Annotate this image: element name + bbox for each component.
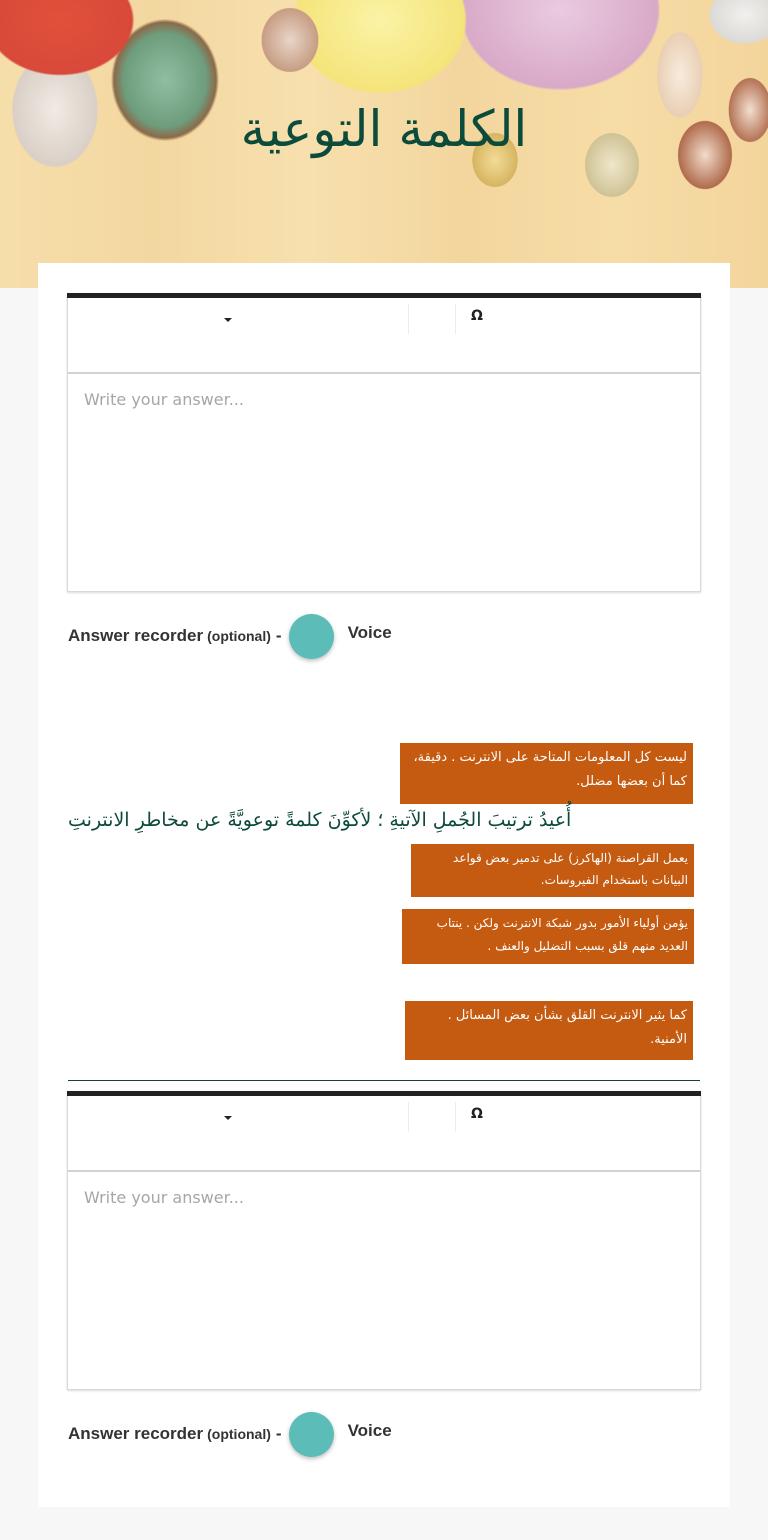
special-character-button[interactable]: Ω (471, 1106, 483, 1122)
rich-text-editor-1 (67, 293, 701, 592)
page-title: الكلمة التوعية (240, 100, 528, 158)
sentence-chip[interactable] (402, 909, 694, 964)
editor-toolbar (68, 1096, 700, 1172)
editor-toolbar (68, 298, 700, 374)
chip-text: يعمل القراصنة (الهاكرز) على تدمير بعض قواعد البيانات باستخدام الفيروسات. (453, 851, 688, 887)
instruction-text: أُعيدُ ترتيبَ الجُملِ الآتيةِ ؛ لأكوِّنَ كلمةً توعويَّةً عن مخاطرِ الانترنتِ (68, 809, 572, 831)
chip-text: كما يثير الانترنت القلق بشأن بعض المسائل . الأمنية. (447, 1008, 687, 1047)
recorder-optional-label: (optional) (207, 628, 271, 644)
toolbar-separator (408, 1102, 409, 1132)
sentence-chip[interactable] (411, 844, 694, 897)
drop-zone-divider (68, 1080, 700, 1081)
sentence-chip[interactable] (405, 1001, 693, 1060)
recorder-optional-label: (optional) (207, 1426, 271, 1442)
rich-text-editor-2 (67, 1091, 701, 1390)
answer-input[interactable] (68, 374, 700, 591)
recorder-label: Answer recorder (68, 1424, 204, 1443)
record-button[interactable] (289, 1412, 334, 1457)
recorder-dash: - (275, 1424, 282, 1443)
record-button[interactable] (289, 614, 334, 659)
toolbar-separator (408, 304, 409, 334)
recorder-label: Answer recorder (68, 626, 204, 645)
answer-recorder-1 (68, 613, 392, 659)
question-instruction (68, 809, 606, 831)
sentence-chip[interactable] (400, 743, 693, 804)
answer-input[interactable] (68, 1172, 700, 1389)
chip-text: يؤمن أولياء الأمور بدور شبكة الانترنت ولكن . ينتاب العديد منهم قلق بسبب التضليل والعنف . (436, 916, 688, 953)
caret-down-icon[interactable] (224, 1116, 232, 1120)
voice-label: Voice (347, 1421, 392, 1440)
caret-down-icon[interactable] (224, 318, 232, 322)
header-banner (0, 0, 768, 288)
special-character-button[interactable]: Ω (471, 308, 483, 324)
chip-text: ليست كل المعلومات المتاحة على الانترنت . دقيقة، كما أن بعضها مضلل. (413, 750, 687, 789)
answer-recorder-2 (68, 1411, 392, 1457)
recorder-dash: - (275, 626, 282, 645)
voice-label: Voice (347, 623, 392, 642)
form-card (38, 263, 730, 1507)
toolbar-separator (455, 304, 456, 334)
toolbar-separator (455, 1102, 456, 1132)
